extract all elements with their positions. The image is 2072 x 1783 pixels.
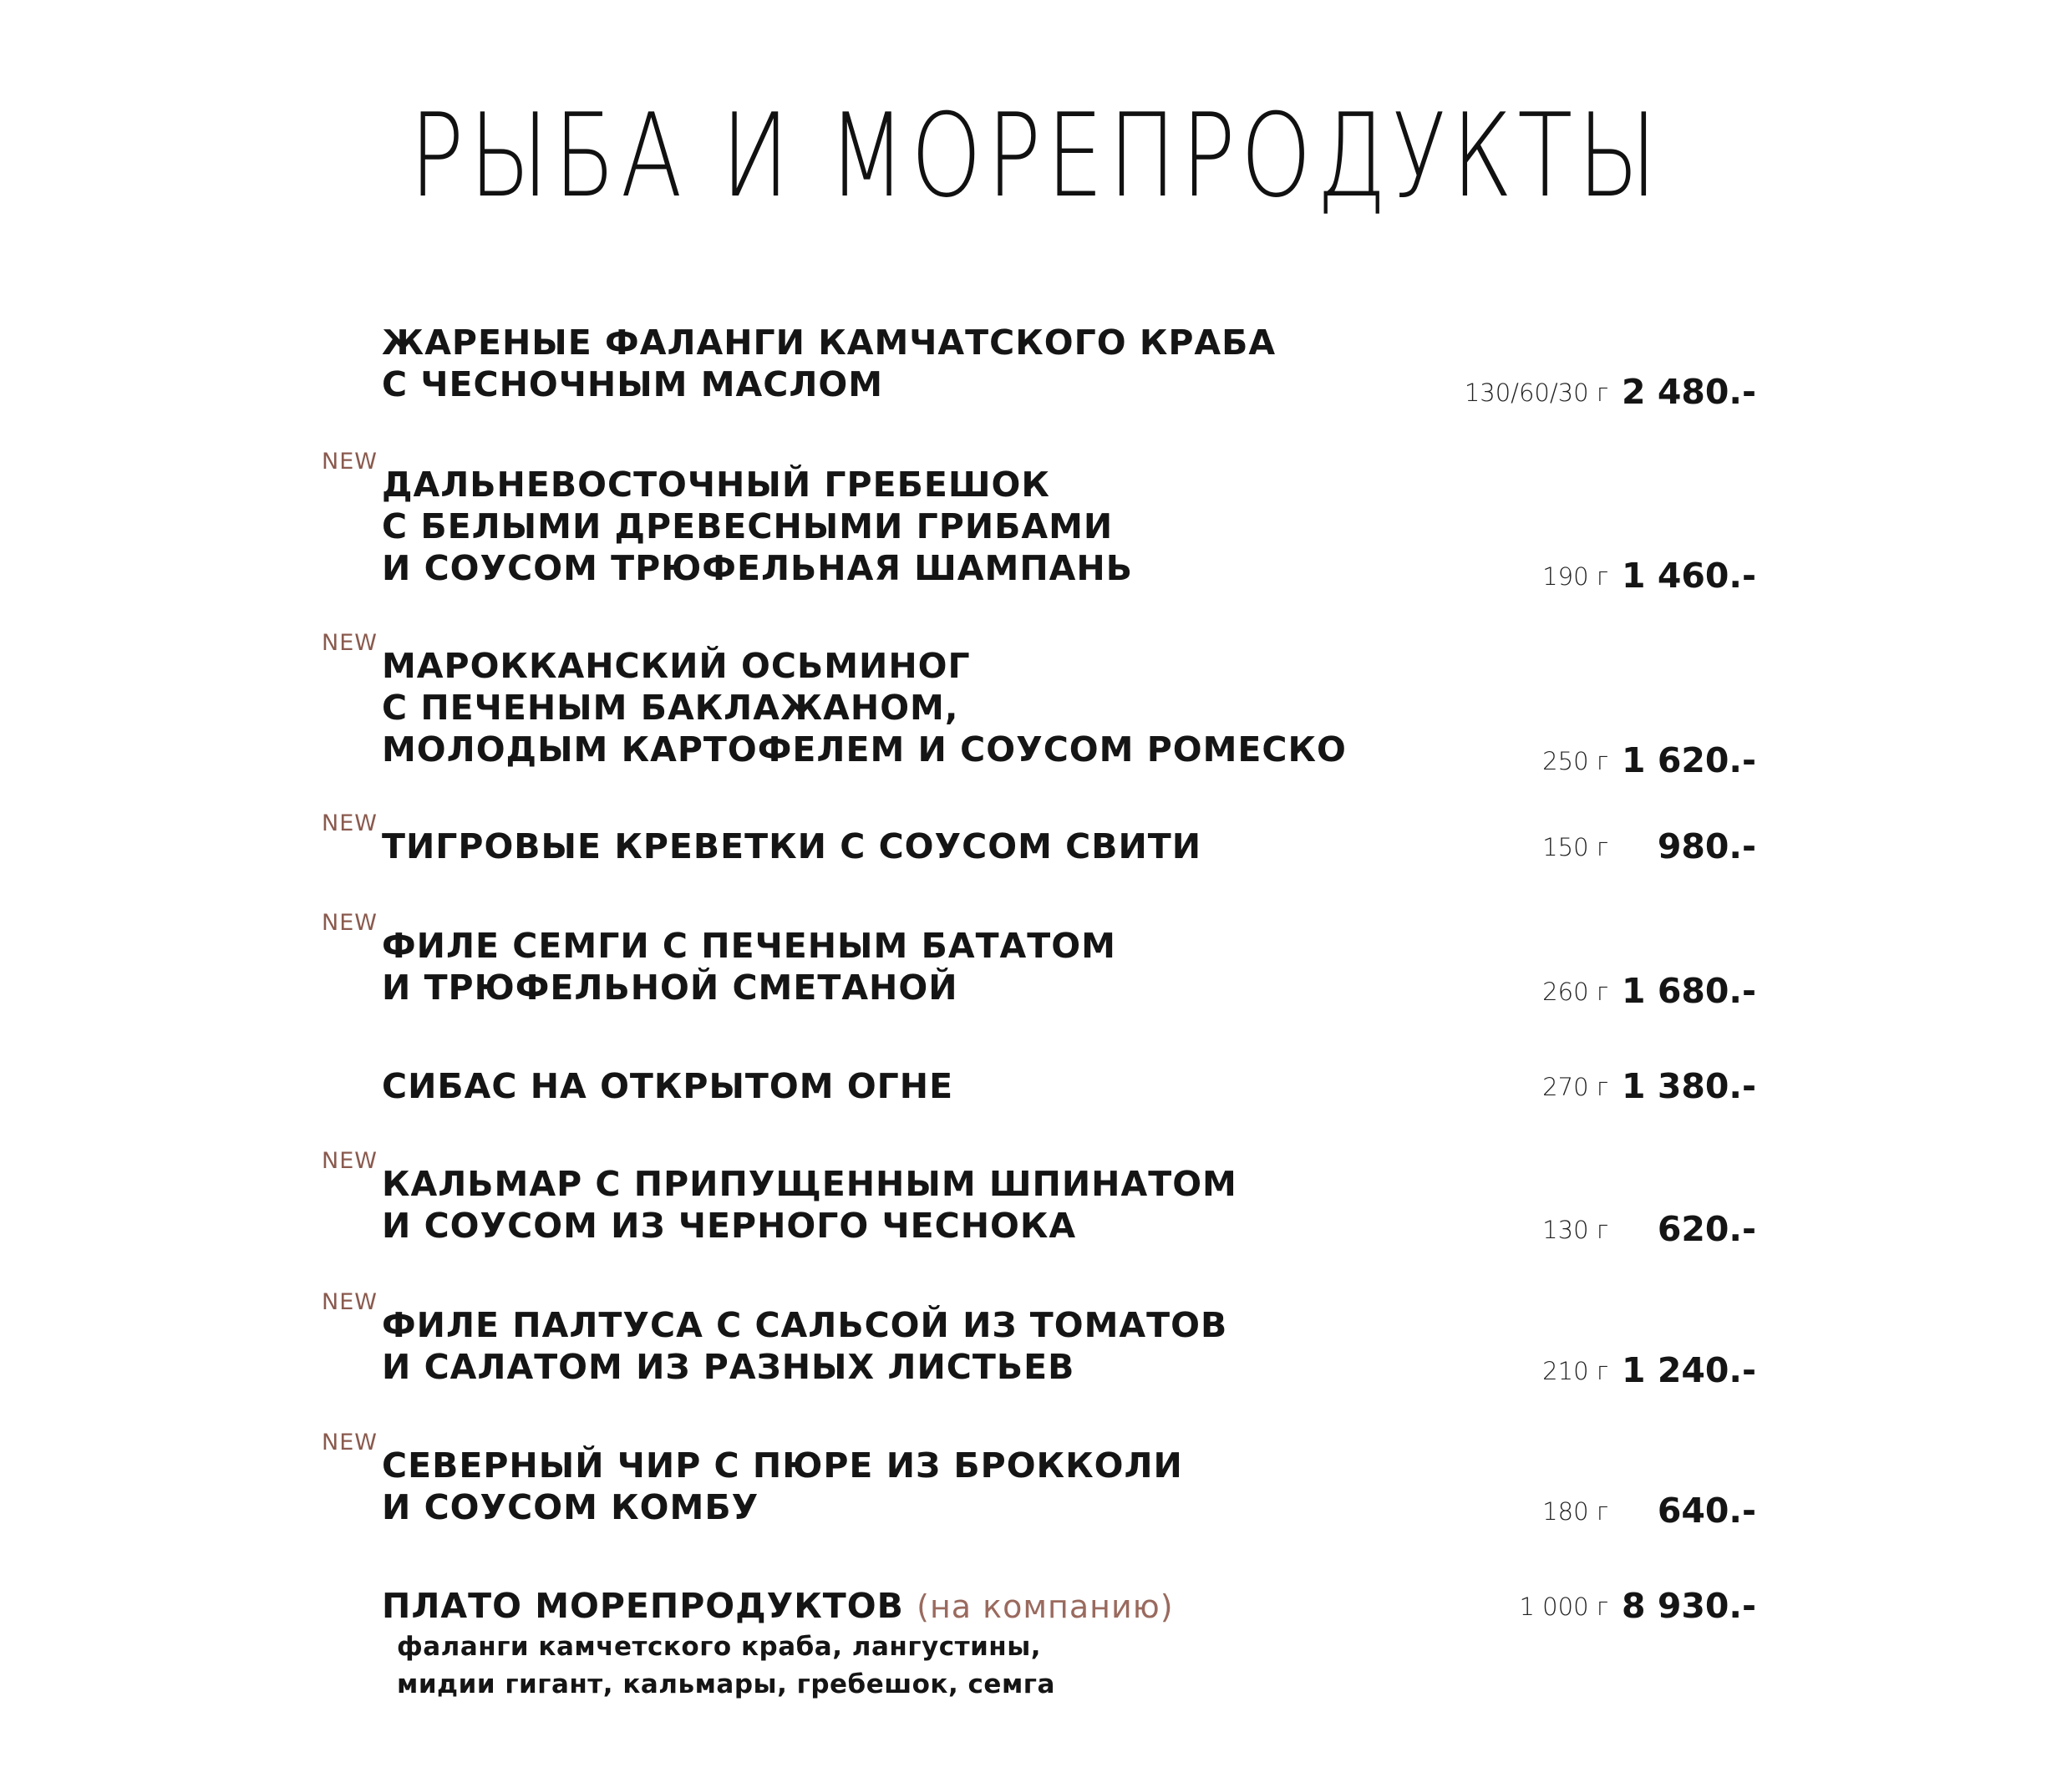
dish-price: 640.- xyxy=(1657,1491,1756,1531)
dish-price: 8 930.- xyxy=(1622,1586,1756,1626)
dish-weight: 130/60/30 г xyxy=(1464,378,1608,407)
dish-name: СЕВЕРНЫЙ ЧИР С ПЮРЕ ИЗ БРОККОЛИ И СОУСОМ КОМБУ xyxy=(382,1445,1183,1527)
dish-price: 1 620.- xyxy=(1622,740,1756,780)
dish-weight: 270 г xyxy=(1542,1073,1608,1101)
dish-price: 620.- xyxy=(1657,1209,1756,1249)
dish-weight: 130 г xyxy=(1542,1216,1608,1244)
dish-name: ФИЛЕ СЕМГИ С ПЕЧЕНЫМ БАТАТОМ И ТРЮФЕЛЬНОЙ СМЕТАНОЙ xyxy=(382,926,1116,1008)
dish-name: ТИГРОВЫЕ КРЕВЕТКИ С СОУСОМ СВИТИ xyxy=(382,826,1202,866)
dish-name: ФИЛЕ ПАЛТУСА С САЛЬСОЙ ИЗ ТОМАТОВ И САЛАТОМ ИЗ РАЗНЫХ ЛИСТЬЕВ xyxy=(382,1305,1228,1387)
dish-price: 1 380.- xyxy=(1622,1066,1756,1106)
dish-price: 1 240.- xyxy=(1622,1350,1756,1390)
dish-name: ДАЛЬНЕВОСТОЧНЫЙ ГРЕБЕШОК С БЕЛЫМИ ДРЕВЕСНЫМИ ГРИБАМИ И СОУСОМ ТРЮФЕЛЬНАЯ ШАМПАНЬ xyxy=(382,465,1133,588)
dish-price: 2 480.- xyxy=(1622,372,1756,412)
dish-weight: 190 г xyxy=(1542,562,1608,591)
dish-weight: 260 г xyxy=(1542,978,1608,1006)
dish-weight: 150 г xyxy=(1542,833,1608,861)
new-badge: NEW xyxy=(322,1148,378,1174)
dish-price: 980.- xyxy=(1657,826,1756,866)
dish-weight: 1 000 г xyxy=(1519,1593,1608,1621)
dish-weight: 210 г xyxy=(1542,1357,1608,1385)
new-badge: NEW xyxy=(322,810,378,836)
dish-name: ЖАРЕНЫЕ ФАЛАНГИ КАМЧАТСКОГО КРАБА С ЧЕСНОЧНЫМ МАСЛОМ xyxy=(382,323,1277,404)
dish-description: фаланги камчетского краба, лангустины, мидии гигант, кальмары, гребешок, семга xyxy=(397,1632,1055,1699)
new-badge: NEW xyxy=(322,1430,378,1455)
new-badge: NEW xyxy=(322,910,378,936)
dish-name: СИБАС НА ОТКРЫТОМ ОГНЕ xyxy=(382,1066,954,1106)
dish-price: 1 460.- xyxy=(1622,556,1756,596)
dish-weight: 250 г xyxy=(1542,747,1608,775)
dish-note: (на компанию) xyxy=(917,1588,1174,1625)
new-badge: NEW xyxy=(322,630,378,656)
new-badge: NEW xyxy=(322,449,378,475)
page-title: РЫБА И МОРЕПРОДУКТЫ xyxy=(409,89,1663,223)
dish-price: 1 680.- xyxy=(1622,971,1756,1011)
dish-name: ПЛАТО МОРЕПРОДУКТОВ (на компанию) xyxy=(382,1586,1174,1626)
dish-weight: 180 г xyxy=(1542,1497,1608,1526)
dish-name: КАЛЬМАР С ПРИПУЩЕННЫМ ШПИНАТОМ И СОУСОМ ИЗ ЧЕРНОГО ЧЕСНОКА xyxy=(382,1164,1237,1246)
new-badge: NEW xyxy=(322,1289,378,1315)
dish-name: МАРОККАНСКИЙ ОСЬМИНОГ С ПЕЧЕНЫМ БАКЛАЖАНОМ, МОЛОДЫМ КАРТОФЕЛЕМ И СОУСОМ РОМЕСКО xyxy=(382,646,1347,770)
